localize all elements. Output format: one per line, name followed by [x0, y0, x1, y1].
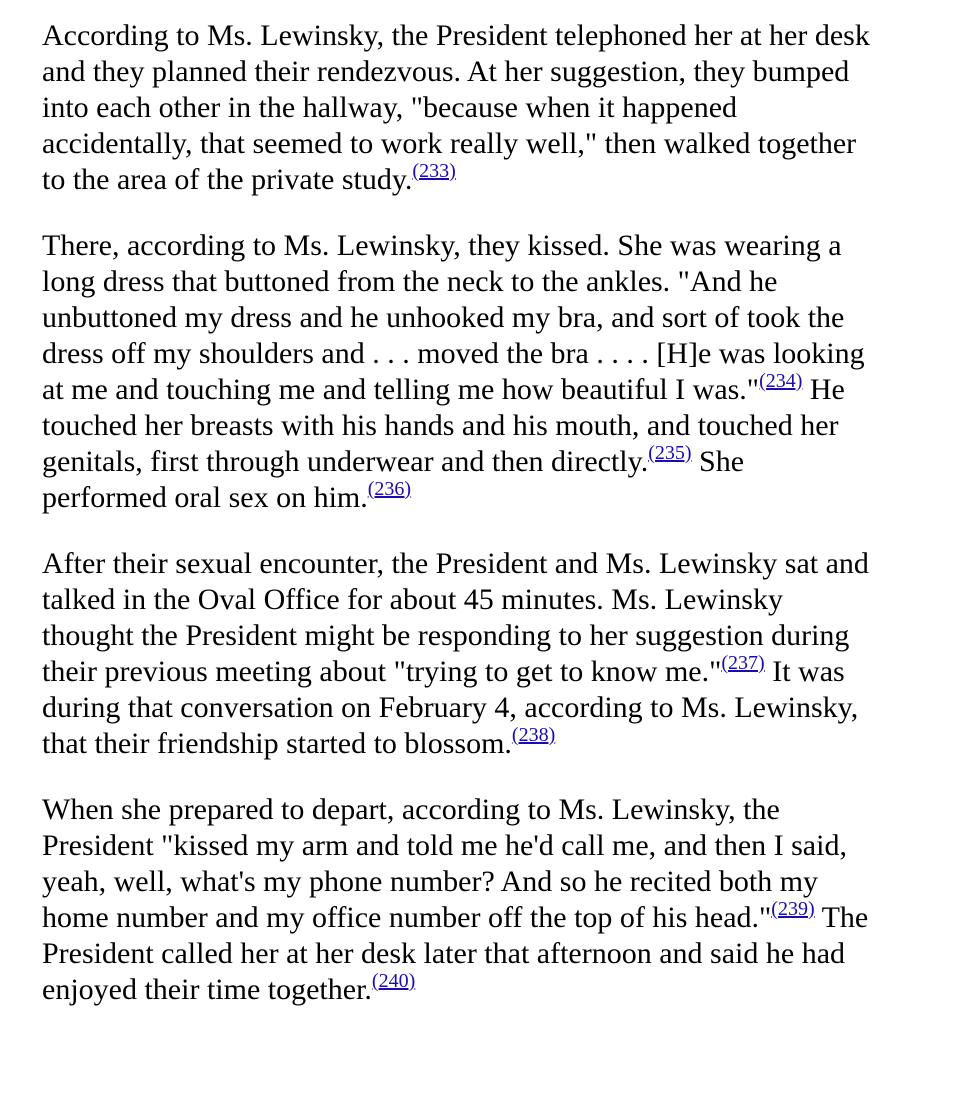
text-line [42, 480, 946, 516]
text-line [42, 54, 946, 90]
text-segment: President "kissed my arm and told me he'd call me, and then I said, [42, 829, 847, 862]
text-line [42, 900, 946, 936]
footnote-ref [648, 442, 691, 464]
text-line [42, 864, 946, 900]
text-segment: After their sexual encounter, the President and Ms. Lewinsky sat and [42, 547, 869, 580]
text-line [42, 972, 946, 1008]
text-segment: dress off my shoulders and . . . moved the bra . . . . [H]e was looking [42, 337, 865, 370]
footnote-ref [412, 160, 455, 182]
text-line [42, 228, 946, 264]
text-segment: According to Ms. Lewinsky, the President telephoned her at her desk [42, 19, 870, 52]
paragraph [42, 546, 946, 762]
text-segment: during that conversation on February 4, according to Ms. Lewinsky, [42, 691, 859, 724]
text-segment: to the area of the private study. [42, 163, 413, 196]
text-line [42, 444, 946, 480]
footnote-ref [721, 652, 764, 674]
footnote-link[interactable]: (239) [771, 898, 815, 920]
text-line [42, 126, 946, 162]
text-line [42, 582, 946, 618]
text-line [42, 792, 946, 828]
text-segment: She [691, 445, 745, 478]
footnote-link[interactable]: (237) [721, 652, 765, 674]
text-segment: The [814, 901, 869, 934]
text-segment: He [802, 373, 845, 406]
footnote-link[interactable]: (233) [412, 160, 456, 182]
text-line [42, 936, 946, 972]
footnote-link[interactable]: (236) [367, 478, 412, 500]
footnote-link[interactable]: (238) [511, 724, 556, 746]
text-segment: There, according to Ms. Lewinsky, they kissed. She was wearing a [42, 229, 842, 262]
text-segment: unbuttoned my dress and he unhooked my bra, and sort of took the [42, 301, 845, 334]
text-segment: When she prepared to depart, according to Ms. Lewinsky, the [42, 793, 780, 826]
text-line [42, 654, 946, 690]
text-segment: that their friendship started to blossom. [42, 727, 512, 760]
text-line [42, 726, 946, 762]
footnote-ref [368, 478, 411, 500]
footnote-ref [771, 898, 814, 920]
text-segment: accidentally, that seemed to work really well," then walked together [42, 127, 857, 160]
text-segment: genitals, first through underwear and then directly. [42, 445, 649, 478]
text-line [42, 336, 946, 372]
paragraph [42, 228, 946, 516]
footnote-link[interactable]: (235) [648, 442, 692, 464]
text-segment: It was [764, 655, 845, 688]
text-segment: home number and my office number off the top of his head." [42, 901, 772, 934]
text-line [42, 300, 946, 336]
text-line [42, 264, 946, 300]
text-line [42, 162, 946, 198]
text-line [42, 618, 946, 654]
footnote-link[interactable]: (234) [759, 370, 803, 392]
text-segment: yeah, well, what's my phone number? And so he recited both my [42, 865, 819, 898]
text-segment: at me and touching me and telling me how beautiful I was." [42, 373, 760, 406]
footnote-ref [759, 370, 802, 392]
text-segment: enjoyed their time together. [42, 973, 372, 1006]
text-line [42, 690, 946, 726]
footnote-ref [372, 970, 415, 992]
text-segment: their previous meeting about "trying to get to know me." [42, 655, 722, 688]
text-segment: President called her at her desk later that afternoon and said he had [42, 937, 846, 970]
text-line [42, 90, 946, 126]
text-line [42, 408, 946, 444]
text-segment: performed oral sex on him. [42, 481, 368, 514]
paragraph [42, 792, 946, 1008]
footnote-link[interactable]: (240) [371, 970, 416, 992]
text-line [42, 828, 946, 864]
text-line [42, 372, 946, 408]
text-segment: thought the President might be responding to her suggestion during [42, 619, 850, 652]
text-line [42, 18, 946, 54]
text-line [42, 546, 946, 582]
text-segment: talked in the Oval Office for about 45 minutes. Ms. Lewinsky [42, 583, 783, 616]
text-segment: long dress that buttoned from the neck to the ankles. "And he [42, 265, 778, 298]
text-segment: into each other in the hallway, "because when it happened [42, 91, 738, 124]
footnote-ref [512, 724, 555, 746]
text-segment: touched her breasts with his hands and his mouth, and touched her [42, 409, 839, 442]
paragraph [42, 18, 946, 198]
text-segment: and they planned their rendezvous. At her suggestion, they bumped [42, 55, 850, 88]
